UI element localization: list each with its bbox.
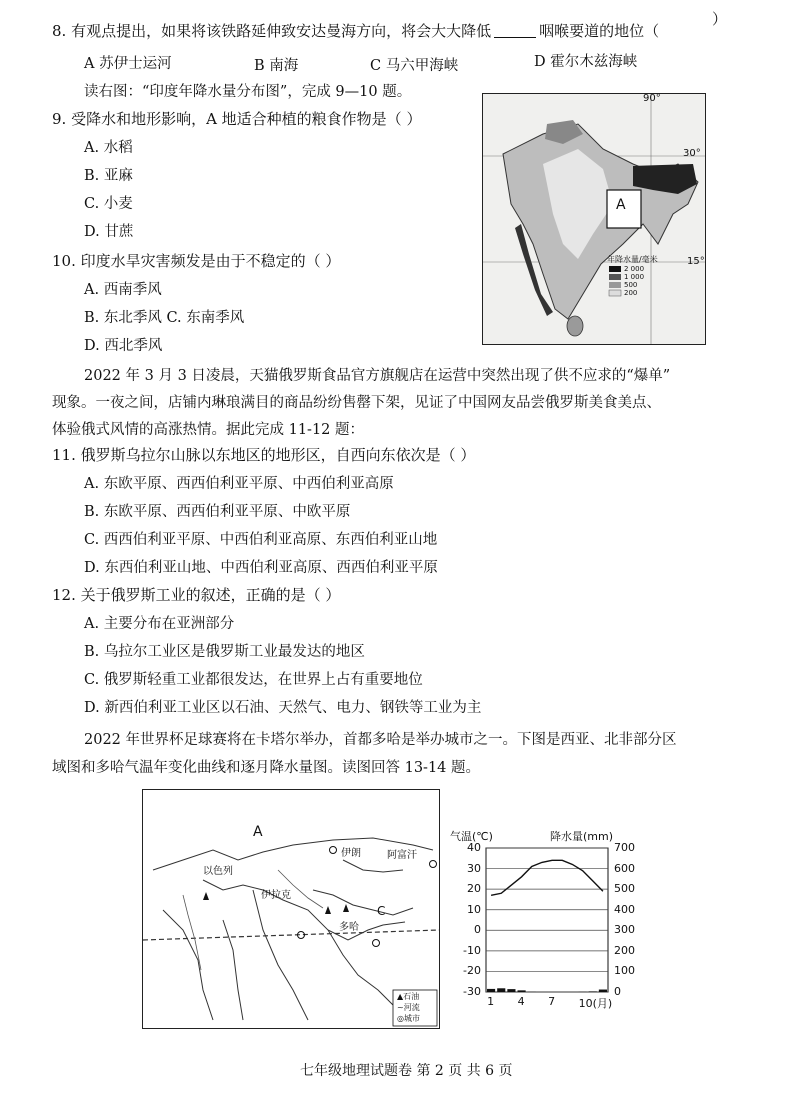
q11-option-d: D. 东西伯利亚山地、中西伯利亚高原、西西伯利亚平原	[84, 560, 438, 576]
legend-value-500: 500	[624, 281, 638, 289]
answer-blank	[494, 37, 536, 38]
temperature-tick-label: -30	[463, 985, 481, 998]
question-12: 12. 关于俄罗斯工业的叙述，正确的是（ ）	[52, 586, 341, 604]
question-8-text-after: 咽喉要道的地位（	[539, 22, 660, 40]
q11-option-b: B. 东欧平原、西西伯利亚平原、中欧平原	[84, 504, 351, 520]
intro-paragraph-2-line-2: 域图和多哈气温年变化曲线和逐月降水量图。读图回答 13-14 题。	[52, 760, 481, 776]
tropic-of-cancer-line	[143, 930, 439, 940]
read-map-instruction: 读右图：“印度年降水量分布图”，完成 9—10 题。	[84, 84, 412, 100]
temperature-tick-label: -20	[463, 964, 481, 978]
q8-option-c: C 马六甲海峡	[370, 58, 459, 74]
legend-value-200: 200	[624, 289, 638, 297]
precipitation-bar	[589, 991, 597, 992]
q10-option-d: D. 西北季风	[84, 338, 163, 354]
label-doha: 多哈	[339, 922, 359, 933]
q9-option-b: B. 亚麻	[84, 168, 133, 184]
q10-option-a: A. 西南季风	[84, 282, 162, 298]
q10-option-bc: B. 东北季风 C. 东南季风	[84, 310, 245, 326]
precipitation-bar	[599, 990, 607, 992]
precipitation-tick-label: 700	[614, 841, 635, 854]
q8-option-a: A 苏伊士运河	[84, 56, 172, 72]
label-15-degrees: 15°	[687, 256, 705, 267]
legend-title: 年降水量/毫米	[607, 255, 658, 264]
temperature-tick-label: -10	[463, 943, 481, 957]
legend-swatch-200	[609, 290, 621, 296]
temperature-tick-label: 40	[467, 841, 481, 854]
temperature-tick-label: 20	[467, 882, 481, 896]
q12-option-b: B. 乌拉尔工业区是俄罗斯工业最发达的地区	[84, 644, 365, 660]
label-30-degrees: 30°	[683, 148, 701, 159]
legend-river: ~河流	[397, 1003, 420, 1012]
q12-option-c: C. 俄罗斯轻重工业都很发达，在世界上占有重要地位	[84, 672, 423, 688]
label-israel: 以色列	[203, 866, 233, 877]
month-tick-label: 1	[487, 995, 495, 1008]
y-right-title: 降水量(mm)	[550, 830, 614, 843]
city-symbol-1	[330, 847, 337, 854]
label-afghanistan: 阿富汗	[387, 850, 417, 861]
legend-swatch-1000	[609, 274, 621, 280]
precipitation-tick-label: 600	[614, 861, 635, 875]
precipitation-bar	[487, 989, 495, 992]
oil-symbol-3	[343, 904, 349, 912]
label-iraq: 伊拉克	[261, 890, 291, 901]
precipitation-bar	[518, 990, 526, 992]
month-tick-label: 4	[517, 995, 525, 1008]
chart-frame	[486, 848, 608, 992]
india-map-svg	[483, 94, 705, 344]
month-tick-label: 7	[548, 995, 556, 1008]
west-asia-label-c: C	[377, 904, 386, 918]
doha-climate-chart	[448, 828, 648, 1030]
west-asia-map	[142, 789, 440, 1029]
sri-lanka	[567, 316, 583, 336]
q11-option-a: A. 东欧平原、西西伯利亚平原、中西伯利亚高原	[84, 476, 394, 492]
q12-option-d: D. 新西伯利亚工业区以石油、天然气、电力、钢铁等工业为主	[84, 700, 482, 716]
q9-option-a: A. 水稻	[84, 140, 133, 156]
india-map-label-a: A	[616, 197, 626, 213]
legend-value-1000: 1 000	[624, 273, 645, 281]
q9-option-c: C. 小麦	[84, 196, 133, 212]
question-8-close-paren: ）	[712, 10, 728, 28]
q12-option-a: A. 主要分布在亚洲部分	[84, 616, 235, 632]
page-footer: 七年级地理试题卷 第 2 页 共 6 页	[300, 1063, 513, 1079]
q8-option-b: B 南海	[254, 58, 299, 74]
precipitation-tick-label: 500	[614, 882, 635, 896]
intro-paragraph-1-line-2: 现象。一夜之间，店铺内琳琅满目的商品纷纷售罄下架，见证了中国网友品尝俄罗斯美食美点、	[52, 395, 661, 411]
west-asia-map-svg	[143, 790, 439, 1028]
q9-option-d: D. 甘蔗	[84, 224, 134, 240]
precipitation-tick-label: 100	[614, 964, 635, 978]
q8-option-d: D 霍尔木兹海峡	[534, 54, 638, 70]
precipitation-bar	[507, 989, 515, 992]
legend-oil: ▲石油	[397, 992, 420, 1001]
precipitation-bar	[497, 988, 505, 992]
temperature-tick-label: 30	[467, 861, 481, 875]
q11-option-c: C. 西西伯利亚平原、中西伯利亚高原、东西伯利亚山地	[84, 532, 438, 548]
precipitation-tick-label: 300	[614, 923, 635, 937]
india-rainfall-map	[482, 93, 706, 345]
month-tick-label: 10(月)	[578, 997, 613, 1010]
intro-paragraph-2-line-1: 2022 年世界杯足球赛将在卡塔尔举办，首都多哈是举办城市之一。下图是西亚、北非部分区	[84, 732, 677, 748]
question-8-text: 8. 有观点提出，如果将该铁路延伸致安达曼海方向，将会大大降低	[52, 22, 492, 40]
temperature-curve	[491, 860, 603, 895]
question-11: 11. 俄罗斯乌拉尔山脉以东地区的地形区，自西向东依次是（ ）	[52, 446, 476, 464]
label-iran: 伊朗	[341, 848, 361, 859]
legend-city: ◎城市	[397, 1014, 420, 1023]
label-90-degrees: 90°	[643, 93, 661, 104]
oil-symbol-1	[203, 892, 209, 900]
precipitation-tick-label: 0	[614, 985, 621, 998]
precipitation-tick-label: 400	[614, 902, 635, 916]
west-asia-label-a: A	[253, 824, 263, 840]
question-8	[52, 20, 659, 41]
oil-symbol-2	[325, 906, 331, 914]
map-legend-labels	[397, 991, 420, 1024]
legend-swatch-500	[609, 282, 621, 288]
precipitation-tick-label: 200	[614, 943, 635, 957]
city-symbol-2	[430, 861, 437, 868]
y-left-title: 气温(℃)	[450, 830, 493, 843]
intro-paragraph-1-line-1: 2022 年 3 月 3 日凌晨，天猫俄罗斯食品官方旗舰店在运营中突然出现了供不应求的“爆单”	[84, 368, 671, 384]
city-symbol-4	[373, 940, 380, 947]
question-9: 9. 受降水和地形影响，A 地适合种植的粮食作物是（ ）	[52, 110, 422, 128]
legend-value-2000: 2 000	[624, 265, 645, 273]
temperature-tick-label: 0	[474, 923, 481, 937]
legend-swatch-2000	[609, 266, 621, 272]
intro-paragraph-1-line-3: 体验俄式风情的高涨热情。据此完成 11-12 题：	[52, 422, 365, 438]
question-10: 10. 印度水旱灾害频发是由于不稳定的（ ）	[52, 252, 341, 270]
temperature-tick-label: 10	[467, 902, 481, 916]
legend-values	[624, 265, 644, 297]
